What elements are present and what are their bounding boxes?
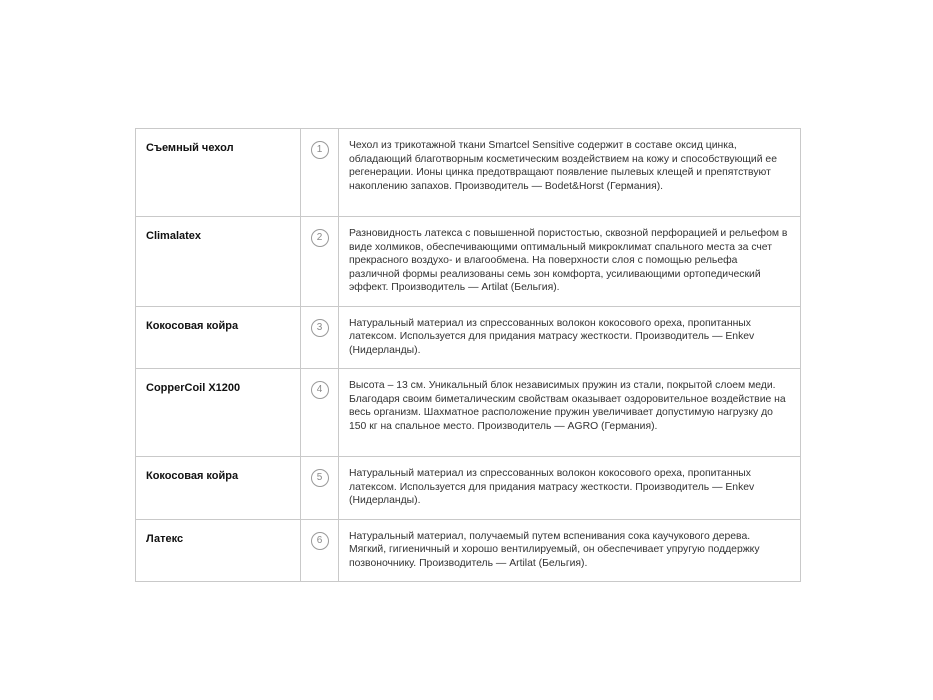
- table-body: [136, 129, 801, 582]
- table-row: [136, 129, 801, 217]
- layer-number-cell: [301, 129, 339, 217]
- layer-number-badge: 3: [311, 319, 329, 337]
- layer-description: Высота – 13 см. Уникальный блок независимых пружин из стали, покрытой слоем меди. Благодаря своим биметалическим свойствам оказывает оздоровительное воздействие на весь организм. Шахматное расположение пружин увеличивает допустимую нагрузку до 150 кг на спальное место. Производитель — AGRO (Германия).: [339, 369, 801, 457]
- layer-number-cell: [301, 519, 339, 582]
- layer-name: Съемный чехол: [136, 129, 301, 217]
- layer-description: Натуральный материал из спрессованных волокон кокосового ореха, пропитанных латексом. Используется для придания матрасу жесткости. Производитель — Enkev (Нидерланды).: [339, 457, 801, 520]
- table-row: [136, 457, 801, 520]
- layer-number-badge: 6: [311, 532, 329, 550]
- layer-description: Натуральный материал из спрессованных волокон кокосового ореха, пропитанных латексом. Используется для придания матрасу жесткости. Производитель — Enkev (Нидерланды).: [339, 306, 801, 369]
- layer-number-badge: 4: [311, 381, 329, 399]
- table-row: [136, 306, 801, 369]
- layer-description: Разновидность латекса с повышенной пористостью, сквозной перфорацией и рельефом в виде холмиков, обеспечивающими оптимальный микроклимат спального места за счет прекрасного воздухо- и влагообмена. На поверхности слоя с помощью рельефа различной формы реализованы семь зон комфорта, усиливающими ортопедический эффект. Производитель — Artilat (Бельгия).: [339, 217, 801, 307]
- layer-number-cell: [301, 217, 339, 307]
- layer-number-badge: 5: [311, 469, 329, 487]
- layer-number-badge: 2: [311, 229, 329, 247]
- table-row: [136, 519, 801, 582]
- mattress-layers-table: [135, 128, 801, 582]
- layer-name: CopperCoil X1200: [136, 369, 301, 457]
- layer-number-badge: 1: [311, 141, 329, 159]
- layer-description: Чехол из трикотажной ткани Smartcel Sensitive содержит в составе оксид цинка, обладающий благотворным косметическим воздействием на кожу и способствующий ее регенерации. Ионы цинка предотвращают появление пылевых клещей и препятствуют накоплению запахов. Производитель — Bodet&Horst (Германия).: [339, 129, 801, 217]
- layer-number-cell: [301, 306, 339, 369]
- layer-name: Кокосовая койра: [136, 306, 301, 369]
- table-row: [136, 217, 801, 307]
- layer-name: Кокосовая койра: [136, 457, 301, 520]
- layer-description: Натуральный материал, получаемый путем вспенивания сока каучукового дерева. Мягкий, гигиеничный и хорошо вентилируемый, он обеспечивает упругую поддержку позвоночнику. Производитель — Artilat (Бельгия).: [339, 519, 801, 582]
- layer-name: Латекс: [136, 519, 301, 582]
- table-row: [136, 369, 801, 457]
- layer-number-cell: [301, 369, 339, 457]
- layer-number-cell: [301, 457, 339, 520]
- layer-name: Climalatex: [136, 217, 301, 307]
